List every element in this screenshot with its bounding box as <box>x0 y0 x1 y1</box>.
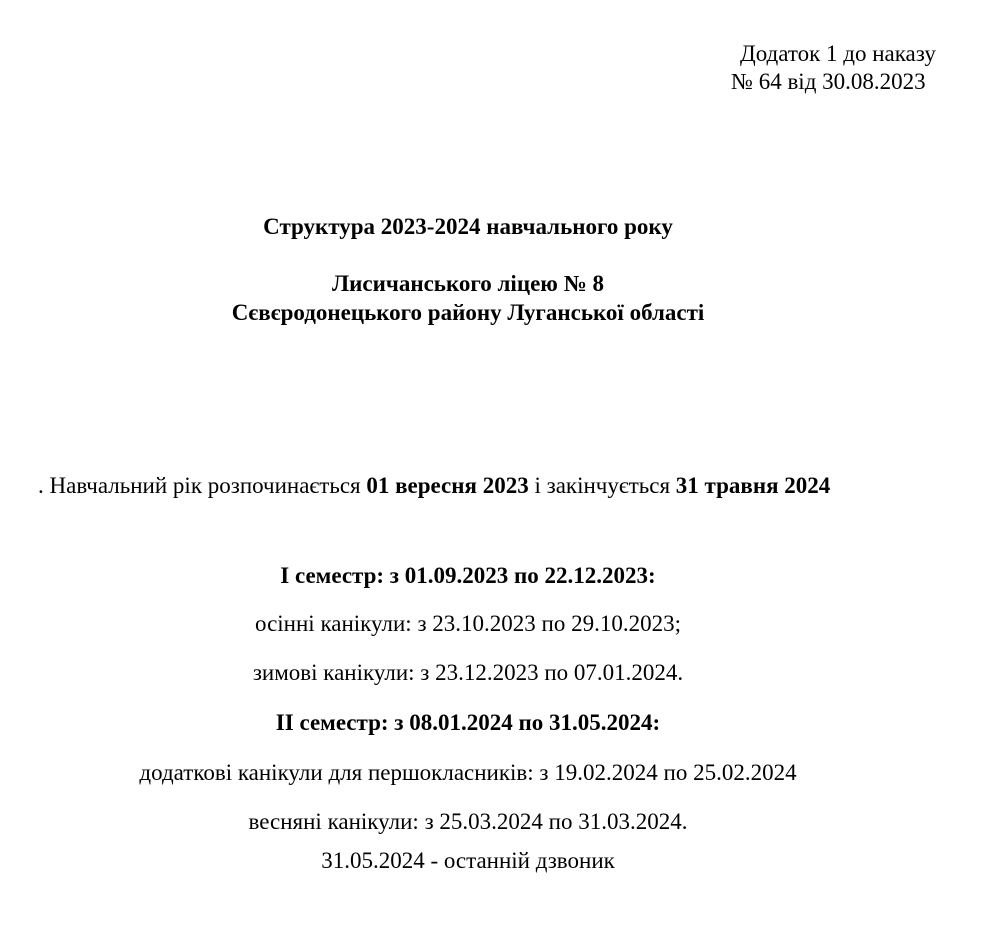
header-line-2: № 64 від 30.08.2023 <box>731 69 926 94</box>
semester-2-heading: II семестр: з 08.01.2024 по 31.05.2024: <box>275 710 661 735</box>
end-date: 31 травня 2024 <box>675 473 831 498</box>
semester-1-heading: I семестр: з 01.09.2023 по 22.12.2023: <box>280 563 656 588</box>
spring-break: весняні канікули: з 25.03.2024 по 31.03.2024. <box>248 809 688 834</box>
winter-break: зимові канікули: з 23.12.2023 по 07.01.2024. <box>252 660 684 685</box>
start-date: 01 вересня 2023 <box>366 473 529 498</box>
school-district: Сєвєродонецького району Луганської області <box>231 300 705 325</box>
first-grade-break: додаткові канікули для першокласників: з 19.02.2024 по 25.02.2024 <box>139 760 797 785</box>
school-name: Лисичанського ліцею № 8 <box>332 271 604 296</box>
document-title: Структура 2023-2024 навчального року <box>263 214 673 239</box>
last-bell: 31.05.2024 - останній дзвоник <box>321 848 615 873</box>
autumn-break: осінні канікули: з 23.10.2023 по 29.10.2023; <box>255 611 681 636</box>
intro-paragraph <box>38 472 830 500</box>
intro-prefix: . Навчальний рік розпочинається <box>38 473 367 498</box>
header-line-1: Додаток 1 до наказу <box>740 41 936 66</box>
intro-middle: і закінчується <box>528 473 676 498</box>
